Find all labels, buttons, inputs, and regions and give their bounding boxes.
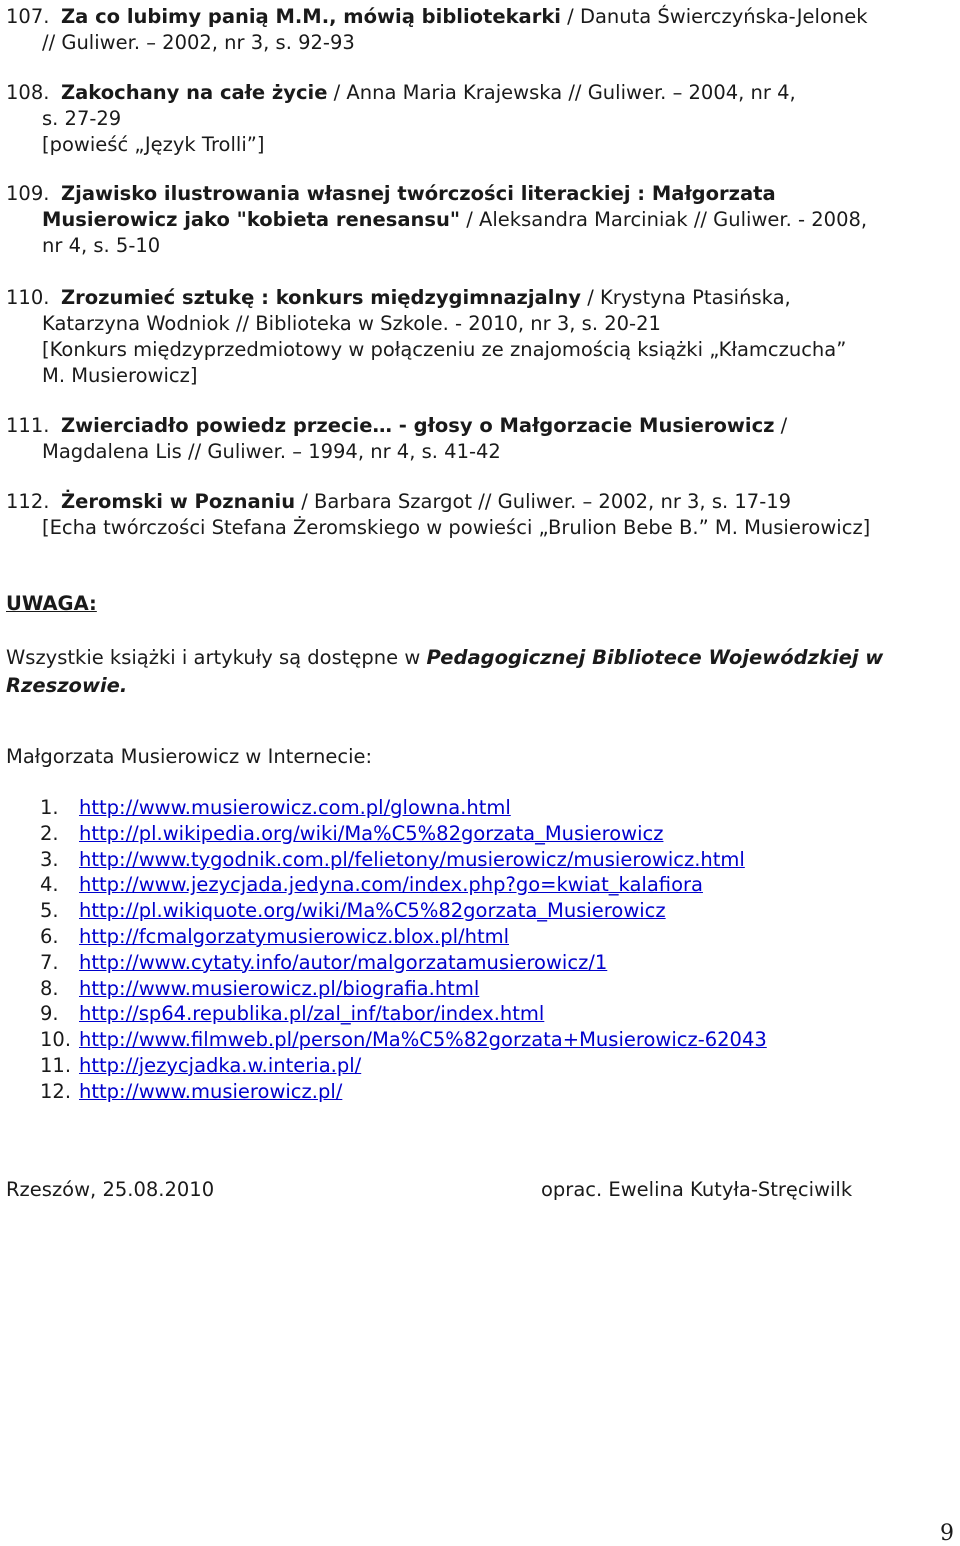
link-jezycjada[interactable]: http://www.jezycjada.jedyna.com/index.php?go=kwiat_kalafiora [79,873,703,897]
entry-author: / Krystyna Ptasińska, [581,286,791,309]
link-number: 8. [40,976,59,1000]
entry-source: s. 27-29 [42,107,122,130]
entry-note: [Echa twórczości Stefana Żeromskiego w powieści „Brulion Bebe B.” M. Musierowicz] [42,516,871,539]
entry-number: 110. [6,286,50,309]
list-item [40,821,767,847]
entry-author: / Danuta Świerczyńska-Jelonek [560,5,868,28]
link-number: 9. [40,1002,59,1026]
entry-source: // Guliwer. – 2002, nr 3, s. 92-93 [42,31,355,54]
entry-title: Za co lubimy panią M.M., mówią bibliotekarki [61,5,561,28]
link-number: 2. [40,821,59,845]
bibliography-entry-112 [6,489,956,541]
entry-title: Zjawisko ilustrowania własnej twórczości literackiej : Małgorzata [61,182,776,205]
bibliography-entry-108 [6,80,956,158]
entry-note-continued: M. Musierowicz] [42,364,198,387]
entry-author: / [774,414,788,437]
entry-title: Zakochany na całe życie [61,81,328,104]
entry-number: 109. [6,182,50,205]
link-wikiquote[interactable]: http://pl.wikiquote.org/wiki/Ma%C5%82gorzata_Musierowicz [79,899,666,923]
entry-title: Zwierciadło powiedz przecie… - głosy o Małgorzacie Musierowicz [61,414,775,437]
link-musierowicz-pl[interactable]: http://www.musierowicz.pl/ [79,1079,343,1103]
bibliography-entry-107 [6,4,956,56]
entry-author: / Anna Maria Krajewska // Guliwer. – 2004, nr 4, [327,81,796,104]
link-number: 12. [40,1079,72,1103]
bibliography-entry-109 [6,181,956,259]
notice-text [6,644,946,700]
link-musierowicz-glowna[interactable]: http://www.musierowicz.com.pl/glowna.html [79,796,511,819]
list-item [40,795,767,821]
list-item [40,1001,767,1027]
list-item [40,1079,767,1105]
list-item [40,872,767,898]
link-wikipedia[interactable]: http://pl.wikipedia.org/wiki/Ma%C5%82gorzata_Musierowicz [79,821,664,845]
entry-number: 112. [6,490,50,513]
place-date: Rzeszów, 25.08.2010 [6,1178,215,1201]
list-item [40,1027,767,1053]
entry-title: Zrozumieć sztukę : konkurs międzygimnazjalny [61,286,581,309]
page-number: 9 [940,1521,954,1546]
entry-source: nr 4, s. 5-10 [42,234,161,257]
entry-author: / Aleksandra Marciniak // Guliwer. - 2008, [460,208,868,231]
bibliography-entry-110 [6,285,956,389]
compiler-credit: oprac. Ewelina Kutyła-Stręciwilk [541,1178,853,1201]
link-number: 5. [40,899,59,923]
entry-note: [Konkurs międzyprzedmiotowy w połączeniu ze znajomością książki „Kłamczucha” [42,338,847,361]
entry-number: 111. [6,414,50,437]
link-number: 3. [40,847,59,871]
entry-note: [powieść „Język Trolli”] [42,133,265,156]
entry-title-continued: Musierowicz jako "kobieta renesansu" [42,208,461,231]
list-item [40,898,767,924]
library-name: Pedagogicznej Bibliotece Wojewódzkiej w Rzeszowie. [6,646,884,697]
list-item [40,847,767,873]
link-list [40,795,767,1105]
link-number: 7. [40,950,59,974]
entry-number: 107. [6,5,50,28]
link-jezycjadka[interactable]: http://jezycjadka.w.interia.pl/ [79,1053,362,1077]
list-item [40,1053,767,1079]
list-item [40,924,767,950]
entry-source: Katarzyna Wodniok // Biblioteka w Szkole. - 2010, nr 3, s. 20-21 [42,312,661,335]
link-number: 1. [40,796,59,819]
notice-body: Wszystkie książki i artykuły są dostępne w [6,646,427,669]
link-number: 6. [40,924,59,948]
link-cytaty[interactable]: http://www.cytaty.info/autor/malgorzatamusierowicz/1 [79,950,608,974]
link-number: 11. [40,1053,72,1077]
link-number: 4. [40,873,59,897]
link-tygodnik[interactable]: http://www.tygodnik.com.pl/felietony/musierowicz/musierowicz.html [79,847,745,871]
bibliography-entry-111 [6,413,956,465]
list-item [40,976,767,1002]
link-fcmalgorzaty[interactable]: http://fcmalgorzatymusierowicz.blox.pl/html [79,924,509,948]
entry-title: Żeromski w Poznaniu [61,490,296,513]
list-item [40,950,767,976]
link-number: 10. [40,1028,72,1052]
link-sp64[interactable]: http://sp64.republika.pl/zal_inf/tabor/index.html [79,1002,545,1026]
entry-number: 108. [6,81,50,104]
entry-source: Magdalena Lis // Guliwer. – 1994, nr 4, s. 41-42 [42,440,501,463]
link-biografia[interactable]: http://www.musierowicz.pl/biografia.html [79,976,480,1000]
link-filmweb[interactable]: http://www.filmweb.pl/person/Ma%C5%82gorzata+Musierowicz-62043 [79,1028,767,1052]
internet-heading: Małgorzata Musierowicz w Internecie: [6,745,373,768]
notice-heading: UWAGA: [6,592,97,615]
entry-author: / Barbara Szargot // Guliwer. – 2002, nr 3, s. 17-19 [295,490,792,513]
